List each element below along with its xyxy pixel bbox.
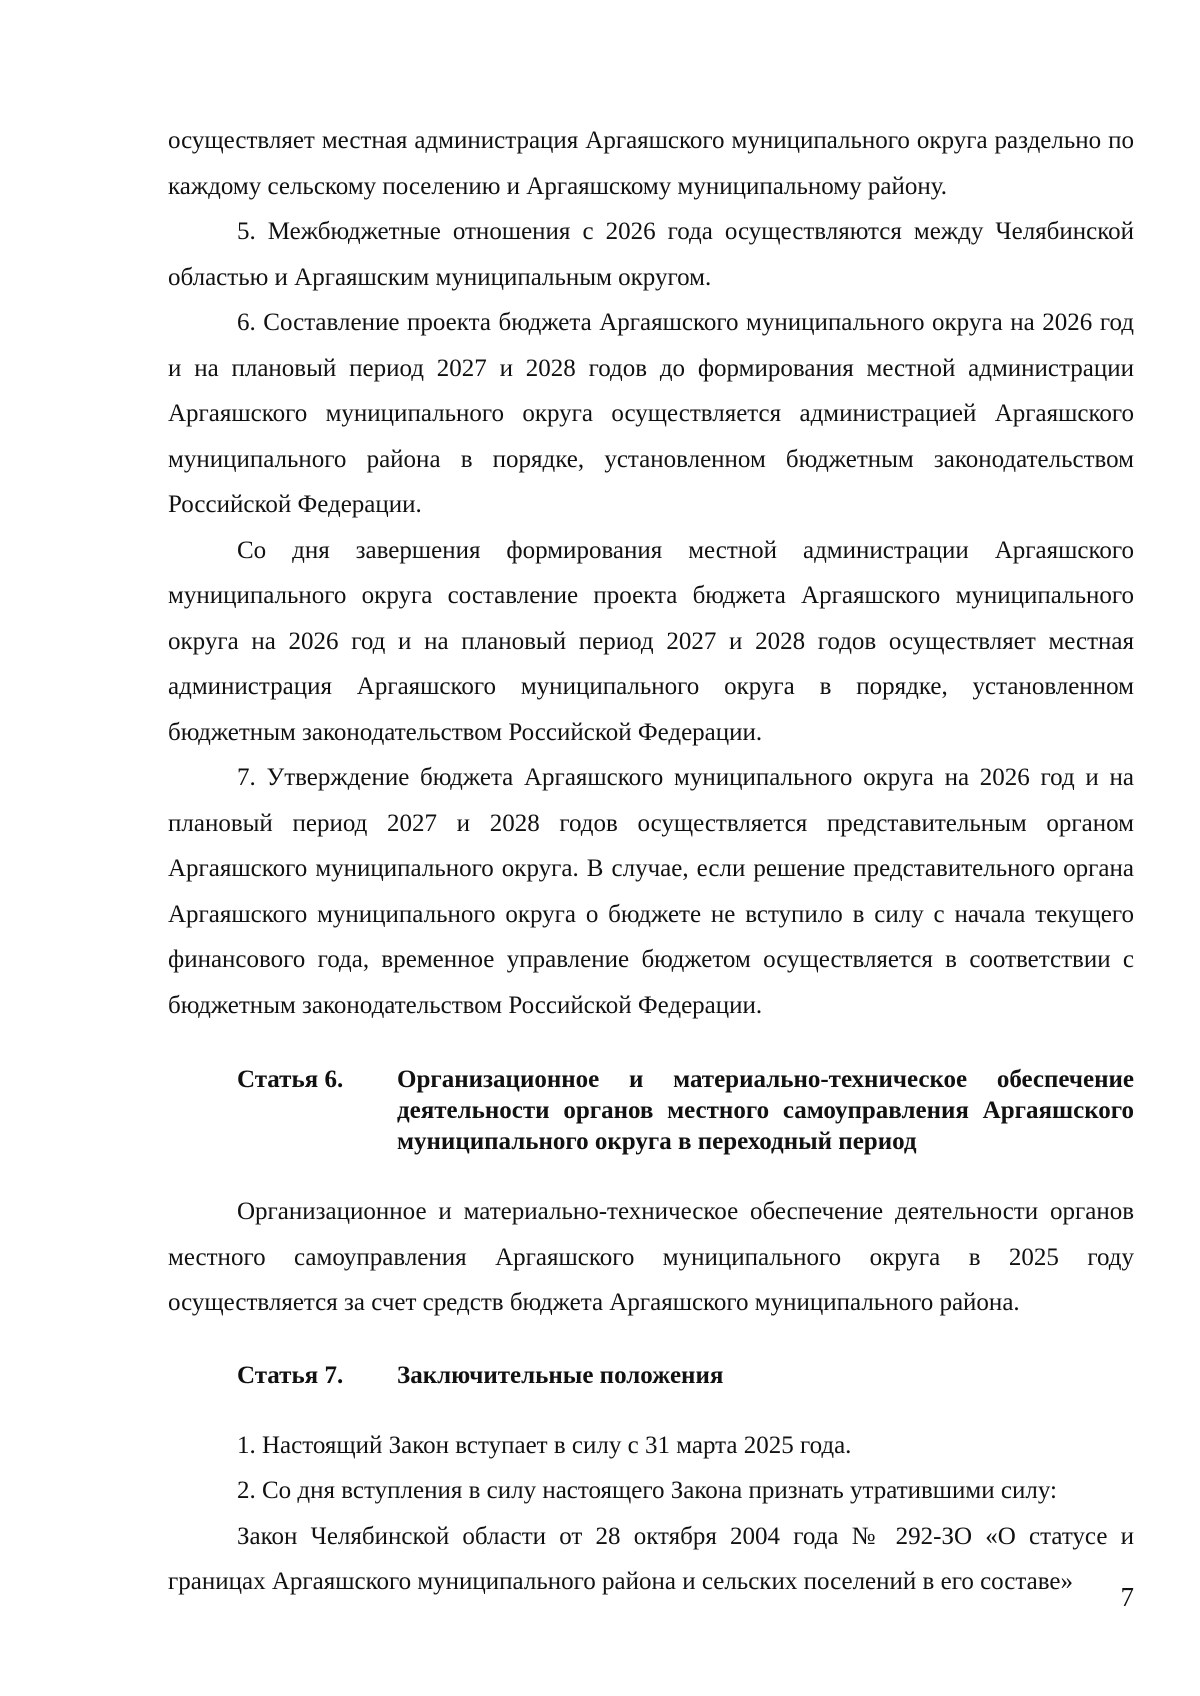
article-6-body: Организационное и материально-техническое обеспечение деятельности органов местного самоуправления Аргаяшского муниципального округа в 2025 году осуществляется за счет средств бюджета Аргаяшского муниципального района.: [168, 1198, 1134, 1316]
article-6-title: Организационное и материально-техническое обеспечение деятельности органов местного самоуправления Аргаяшского муниципального округа в переходный период: [397, 1066, 1134, 1155]
article-7-title: Заключительные положения: [397, 1361, 724, 1389]
page-number: 7: [1120, 1582, 1134, 1612]
paragraph-item-6-continued: Со дня завершения формирования местной администрации Аргаяшского муниципального округа составление проекта бюджета Аргаяшского муниципального округа на 2026 год и на плановый период 2027 и 2028 годов осуществляет местная администрация Аргаяшского муниципального округа в порядке, установленном бюджетным законодательством Российской Федерации.: [168, 536, 1134, 746]
article-6-number: Статья 6.: [237, 1066, 344, 1093]
paragraph-item-5: 5. Межбюджетные отношения с 2026 года осуществляются между Челябинской областью и Аргаяшским муниципальным округом.: [168, 218, 1134, 291]
article-7-item-1: 1. Настоящий Закон вступает в силу с 31 марта 2025 года.: [237, 1431, 852, 1459]
article-7-repealed-law: Закон Челябинской области от 28 октября 2004 года № 292-ЗО «О статусе и границах Аргаяшского муниципального района и сельских поселений в его составе»: [168, 1522, 1134, 1595]
paragraph-continuation: осуществляет местная администрация Аргаяшского муниципального округа раздельно по каждому сельскому поселению и Аргаяшскому муниципальному району.: [168, 127, 1134, 200]
article-7-item-2: 2. Со дня вступления в силу настоящего Закона признать утратившими силу:: [237, 1477, 1057, 1504]
article-6-heading: [168, 1064, 1134, 1157]
paragraph-item-7: 7. Утверждение бюджета Аргаяшского муниципального округа на 2026 год и на плановый период 2027 и 2028 годов осуществляется представительным органом Аргаяшского муниципального округа. В случае, если решение представительного органа Аргаяшского муниципального округа о бюджете не вступило в силу с начала текущего финансового года, временное управление бюджетом осуществляется в соответствии с бюджетным законодательством Российской Федерации.: [168, 764, 1134, 1019]
article-7-heading: [168, 1360, 1134, 1391]
article-7-number: Статья 7.: [237, 1361, 344, 1389]
document-body: [168, 118, 1134, 1605]
paragraph-item-6: 6. Составление проекта бюджета Аргаяшского муниципального округа на 2026 год и на плановый период 2027 и 2028 годов до формирования местной администрации Аргаяшского муниципального округа осуществляется администрацией Аргаяшского муниципального района в порядке, установленном бюджетным законодательством Российской Федерации.: [168, 309, 1134, 518]
